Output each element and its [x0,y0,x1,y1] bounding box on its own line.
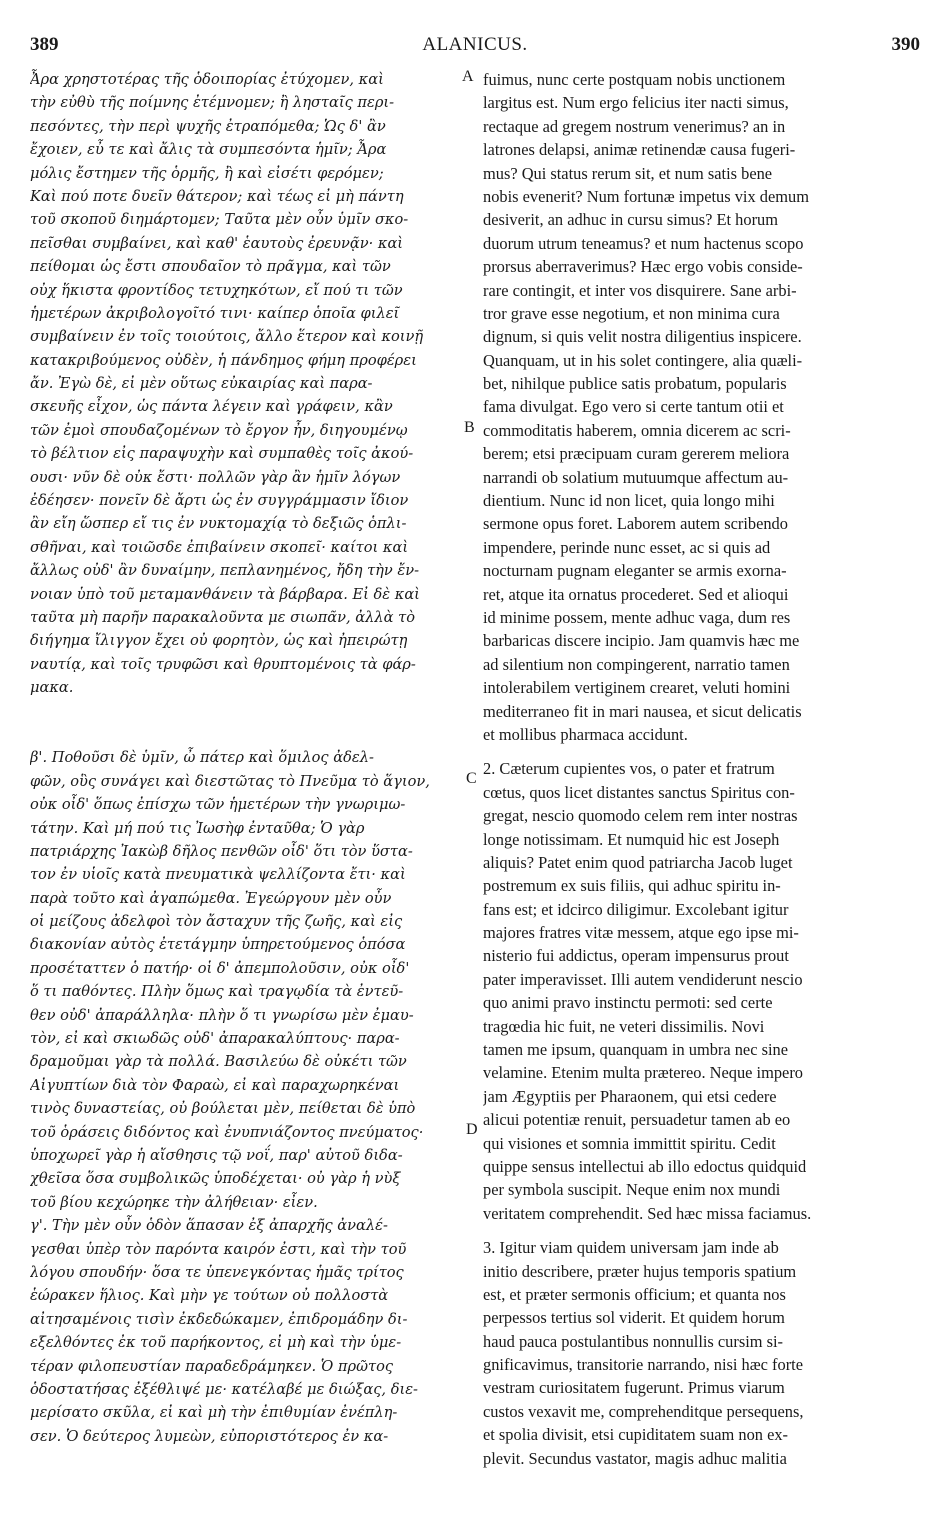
section-marker-d: D [466,1121,478,1138]
page-number-right: 390 [891,34,920,55]
text-line: dignum, si quis velit nostra diligentius inspicere. [483,327,802,347]
text-line: ὅ τι παθόντες. Πλὴν ὅμως καὶ τραγῳδία τὰ ἐντεῦ- [30,983,404,1001]
text-line: mediterraneo fit in mari nausea, et sicut delicatis [483,701,802,721]
text-line: custos vexavit me, comprehenditque persequens, [483,1401,804,1421]
text-line: et mollibus pharmaca accidunt. [483,724,688,744]
text-line: χθεῖσα ὅσα συμβολικῶς ὑποδέχεται· οὐ γὰρ ἡ νὺξ [30,1170,401,1188]
text-line: bet, nihilque publice satis probatum, popularis [483,374,787,394]
text-line: duorum utrum teneamus? et num hactenus scopo [483,233,804,253]
text-line: διήγημα ἴλιγγον ἔχει οὐ φορητὸν, ὡς καὶ ἠπειρώτῃ [30,632,408,650]
text-line: alicui potentiæ renuit, persuadetur tamen ab eo [483,1110,791,1130]
text-line: jam Ægyptiis per Pharaonem, qui etsi cedere [483,1086,777,1106]
text-line: et spolia divisit, etsi cupiditatem suam non ex- [483,1425,788,1445]
text-line: Αἰγυπτίων διὰ τὸν Φαραὼ, εἰ καὶ παραχωρηκέναι [30,1076,400,1094]
text-line: largitus est. Num ergo felicius iter nacti simus, [483,93,789,113]
text-line: berem; etsi præcipuam curam gererem meliora [483,444,790,464]
text-line: cœtus, quos licet distantes sanctus Spiritus con- [483,782,795,802]
section-marker-b: B [464,419,475,436]
text-line: οὐχ ἥκιστα φροντίδος τετυχηκότων, εἴ πού τι τῶν [30,281,403,299]
text-line: μόλις ἔστημεν τῆς ὁρμῆς, ἢ καὶ εἰσέτι φερόμεν; [30,164,384,182]
text-line: τοῦ ὁράσεις διδόντος καὶ ἐνυπνιάζοντος πνεύματος· [30,1123,424,1141]
text-line: μερίσατο σκῦλα, εἰ καὶ μὴ τὴν ἐπιθυμίαν ἐνέπλη- [30,1404,398,1422]
text-line: λόγου σπουδήν· ὅσα τε ὑπενεγκόντας ἡμᾶς τρίτος [30,1263,404,1281]
text-line: ἔχοιεν, εὖ τε καὶ ἄλις τὰ συμπεσόντα ἡμῖν; Ἆρα [30,141,387,159]
text-line: nisterio fui addictus, operam impensurus prout [483,946,789,966]
text-line: fans est; et idcirco diligimur. Excolebant igitur [483,899,789,919]
text-line: οἱ μείζους ἀδελφοὶ τὸν ἄσταχυν τῆς ζωῆς, καὶ εἰς [30,913,403,931]
text-line: τάτην. Καὶ μή πού τις Ἰωσὴφ ἐνταῦθα; Ὁ γὰρ [30,819,365,837]
text-line: intolerabilem vertiginem crearet, veluti homini [483,678,791,698]
text-line: κατακριβούμενος οὐδὲν, ἡ πάνδημος φήμη προφέρει [30,351,417,369]
text-line: initio describere, præter hujus temporis spatium [483,1261,797,1281]
text-line: tror grave esse negotium, et non minima cura [483,303,780,323]
text-line: ἡμετέρων ἀκριβολογοῖτό τινι· καίπερ ὁποῖα φιλεῖ [30,304,400,322]
text-line: τῶν ἐμοὶ σπουδαζομένων τὸ ἔργον ἦν, διηγουμένῳ [30,421,408,439]
text-line: τέραν φιλοπευστίαν παραδεδράμηκεν. Ὁ πρῶτος [30,1357,394,1375]
text-line: quippe sensus intellectui ab illo edoctus quidquid [483,1156,807,1176]
text-line: sermone opus foret. Laborem autem scribendo [483,514,788,534]
text-line: plevit. Secundus vastator, magis adhuc malitia [483,1448,787,1468]
text-line: ἄλλως οὐδ' ἂν δυναίμην, πεπλανημένος, ἤδη τὴν ἔν- [30,562,420,580]
text-line: pater imperavisset. Illi autem vendiderunt nescio [483,969,803,989]
text-line: τὸ βέλτιον εἰς παραψυχὴν καὶ συμπαθὲς τοῖς ἀκού- [30,445,414,463]
text-line: γεσθαι ὑπὲρ τὸν παρόντα καιρόν ἐστι, καὶ τὴν τοῦ [30,1240,407,1258]
text-line: ἑώρακεν ἥλιος. Καὶ μὴν γε τούτων οὐ πολλοστὰ [30,1287,389,1305]
text-line: 2. Cæterum cupientes vos, o pater et fratrum [483,759,775,779]
text-line: ουσι· νῦν δὲ οὐκ ἔστι· πολλῶν γὰρ ἂν ἡμῖν λόγων [30,468,401,486]
text-line: quo animi pravo instinctu permoti: sed certe [483,993,773,1013]
text-line: longe notissimam. Et numquid hic est Joseph [483,829,780,849]
text-line: σθῆναι, καὶ τοιῶσδε ἐπιβαίνειν σκοπεῖ· καίτοι καὶ [30,538,409,556]
section-marker-c: C [466,770,477,787]
text-line: rectaque ad gregem nostrum venerimus? an in [483,116,786,136]
greek-paragraph-3 [30,1214,464,1448]
text-line: desiverit, an adhuc in cursu simus? Et horum [483,210,778,230]
text-line: narrandi ob solatium mutuumque affectum au- [483,467,789,487]
text-line: πείθομαι ὡς ἔστι σπουδαῖον τὸ πρᾶγμα, καὶ τῶν [30,258,391,276]
text-line: fama divulgat. Ego vero si certe tantum otii et [483,397,784,417]
text-line: προσέταττεν ὁ πατήρ· οἱ δ' ἀπεμπολοῦσιν, οὐκ οἶδ' [30,959,410,977]
text-line: prorsus aberraverimus? Hæc ergo vobis conside- [483,257,803,277]
text-line: qui visiones et somnia immittit spiritu. Cedit [483,1133,776,1153]
latin-paragraph-1 [483,68,925,746]
text-line: tragœdia hic fuit, ne veteri dissimilis. Novi [483,1016,765,1036]
text-line: velamine. Etenim multa prætereo. Neque impero [483,1063,803,1083]
text-line: μακα. [30,679,74,697]
text-line: πατριάρχης Ἰακὼβ δῆλος πενθῶν οἶδ' ὅτι τὸν ὕστα- [30,842,413,860]
text-line: σεν. Ὁ δεύτερος λυμεὼν, εὐποριστότερος ἐν κα- [30,1427,389,1445]
paragraph-spacer [483,746,925,757]
text-line: haud pauca postulantibus nonnullis cursim si- [483,1331,784,1351]
text-line: διακονίαν αὐτὸς ἐτετάγμην ὑπηρετούμενος ὁπόσα [30,936,406,954]
text-line: 3. Igitur viam quidem universam jam inde ab [483,1238,779,1258]
text-line: barbaricas discere incipio. Jam quamvis hæc me [483,631,800,651]
latin-paragraph-3 [483,1236,925,1470]
text-line: Ἆρα χρηστοτέρας τῆς ὁδοιπορίας ἐτύχομεν, καὶ [30,71,384,88]
text-line: παρὰ τοῦτο καὶ ἀγαπώμεθα. Ἐγεώργουν μὲν οὖν [30,889,392,907]
text-line: ὑποχωρεῖ γὰρ ἡ αἴσθησις τῷ νοΐ, παρ' αὐτοῦ διδα- [30,1146,403,1164]
text-line: ἂν εἴη ὥσπερ εἴ τις ἐν νυκτομαχίᾳ τὸ δεξιῶς ὁπλι- [30,515,407,533]
text-line: latrones delapsi, animæ retinendæ causa fugeri- [483,140,796,160]
text-line: rare contingit, et inter vos disquirere. Sane arbi- [483,280,797,300]
text-line: veritatem comprehendit. Sed hæc missa faciamus. [483,1203,812,1223]
paragraph-spacer [483,1225,925,1236]
text-line: β'. Ποθοῦσι δὲ ὑμῖν, ὦ πάτερ καὶ ὅμιλος ἀδελ- [30,749,374,767]
text-line: αἰτησαμένοις τισὶν ἐκδεδώκαμεν, ἐπιδρομάδην δι- [30,1310,408,1328]
text-line: τον ἐν υἱοῖς κατὰ πνευματικὰ ψελλίζοντα ἔτι· καὶ [30,866,406,884]
paragraph-spacer [30,700,464,747]
text-line: οὐκ οἶδ' ὅπως ἐπίσχω τῶν ἡμετέρων τὴν γνωριμω- [30,796,406,814]
page-number-left: 389 [30,34,59,55]
page-header [30,34,920,58]
text-line: ad silentium non compingerent, narratio tamen [483,654,790,674]
text-line: Quanquam, ut in his solet contingere, alia quæli- [483,350,803,370]
greek-column [30,68,464,1448]
text-line: ret, atque ita ornatus procederet. Sed et alioqui [483,584,789,604]
text-line: per symbola suscipit. Neque enim nox mundi [483,1180,781,1200]
text-line: postremum ex suis filiis, qui adhuc spiritu in- [483,876,781,896]
text-line: nobis evenerit? Num fortunæ impetus vix demum [483,186,809,206]
text-line: τὴν εὐθὺ τῆς ποίμνης ἐτέμνομεν; ἢ λησταῖς περι- [30,94,395,112]
latin-column [483,68,925,1470]
text-line: mus? Qui status rerum sit, et num satis bene [483,163,773,183]
text-line: φῶν, οὓς συνάγει καὶ διεστῶτας τὸ Πνεῦμα τὸ ἅγιον, [30,772,430,790]
text-line: id minime possem, mente adhuc vaga, dum res [483,607,791,627]
text-line: ναυτίᾳ, καὶ τοῖς τρυφῶσι καὶ θρυπτομένοις τὰ φάρ- [30,655,416,673]
text-line: σκευῆς εἶχον, ὡς πάντα λέγειν καὶ γράφειν, κἂν [30,398,393,416]
text-line: τοῦ σκοποῦ διημάρτομεν; Ταῦτα μὲν οὖν ὑμῖν σκο- [30,211,409,229]
text-line: ἐδέησεν· πονεῖν δὲ ἄρτι ὡς ἐν συγγράμμασιν ἴδιον [30,492,409,510]
latin-paragraph-2 [483,757,925,1225]
text-line: est, et præter sermonis officium; et quanta nos [483,1284,786,1304]
text-line: δραμοῦμαι γὰρ τὰ πολλά. Βασιλεύω δὲ οὐκέτι τῶν [30,1053,407,1071]
text-line: nocturnam pugnam eleganter se armis exorna- [483,561,787,581]
text-line: gnificavimus, transitorie narrando, nisi hæc forte [483,1355,803,1375]
text-line: vestram curiositatem fugerunt. Primus viarum [483,1378,785,1398]
text-line: γ'. Τὴν μὲν οὖν ὁδὸν ἅπασαν ἐξ ἀπαρχῆς ἀναλέ- [30,1217,388,1235]
text-line: εξελθόντες ἐκ τοῦ παρήκοντος, εἰ μὴ καὶ τὴν ὑμε- [30,1334,402,1352]
text-line: aliquis? Patet enim quod patriarcha Jacob luget [483,852,793,872]
text-line: impendere, perinde nunc esset, ac si quis ad [483,537,771,557]
text-line: πεσόντες, τὴν περὶ ψυχῆς ἐτραπόμεθα; Ὡς δ' ἂν [30,117,386,135]
text-line: gregat, nescio quomodo celem rem inter nostras [483,806,798,826]
text-line: τοῦ βίου κεχώρηκε τὴν ἀλήθειαν· εἶεν. [30,1193,318,1211]
text-line: commoditatis haberem, omnia dicerem ac scri- [483,420,791,440]
text-line: majores fratres vitæ messem, atque ego ipse mi- [483,923,799,943]
text-line: ὁδοστατήσας ἐξέθλιψέ με· κατέλαβέ με διώξας, διε- [30,1380,418,1398]
text-line: συμβαίνειν ἐν τοῖς τοιούτοις, ἄλλο ἕτερον καὶ κοινῇ [30,328,424,346]
text-line: πεῖσθαι συμβαίνει, καὶ καθ' ἑαυτοὺς ἐρευνᾷν· καὶ [30,234,404,252]
text-line: perpessos tertius sol viderit. Et quidem horum [483,1308,785,1328]
greek-paragraph-2 [30,746,464,1214]
text-line: tamen me ipsum, quanquam in umbra nec sine [483,1040,788,1060]
section-marker-a: A [462,68,474,85]
text-line: fuimus, nunc certe postquam nobis unctionem [483,70,786,89]
running-title: ALANICUS. [422,34,528,55]
text-line: dientium. Nunc id non licet, quia longo mihi [483,491,775,511]
text-line: Καὶ πού ποτε δυεῖν θάτερον; καὶ τέως εἰ μὴ πάντη [30,187,404,205]
greek-paragraph-1 [30,68,464,700]
text-line: νοιαν ὑπὸ τοῦ μεταμανθάνειν τὰ βάρβαρα. Εἰ δὲ καὶ [30,585,420,603]
text-line: τὸν, εἰ καὶ σκιωδῶς οὐδ' ἀπαρακαλύπτους· παρα- [30,1030,400,1048]
text-line: ταῦτα μὴ παρῆν παρακαλοῦντα με σιωπᾶν, ἀλλὰ τὸ [30,608,416,626]
text-line: ἄν. Ἐγὼ δὲ, εἰ μὲν οὕτως εὐκαιρίας καὶ παρα- [30,375,373,393]
text-line: θεν οὐδ' ἀπαράλληλα· πλὴν ὅ τι γνωρίσω μὲν ἐμαυ- [30,1006,414,1024]
text-line: τινὸς δυναστείας, οὐ βούλεται μὲν, πείθεται δὲ ὑπὸ [30,1100,416,1118]
